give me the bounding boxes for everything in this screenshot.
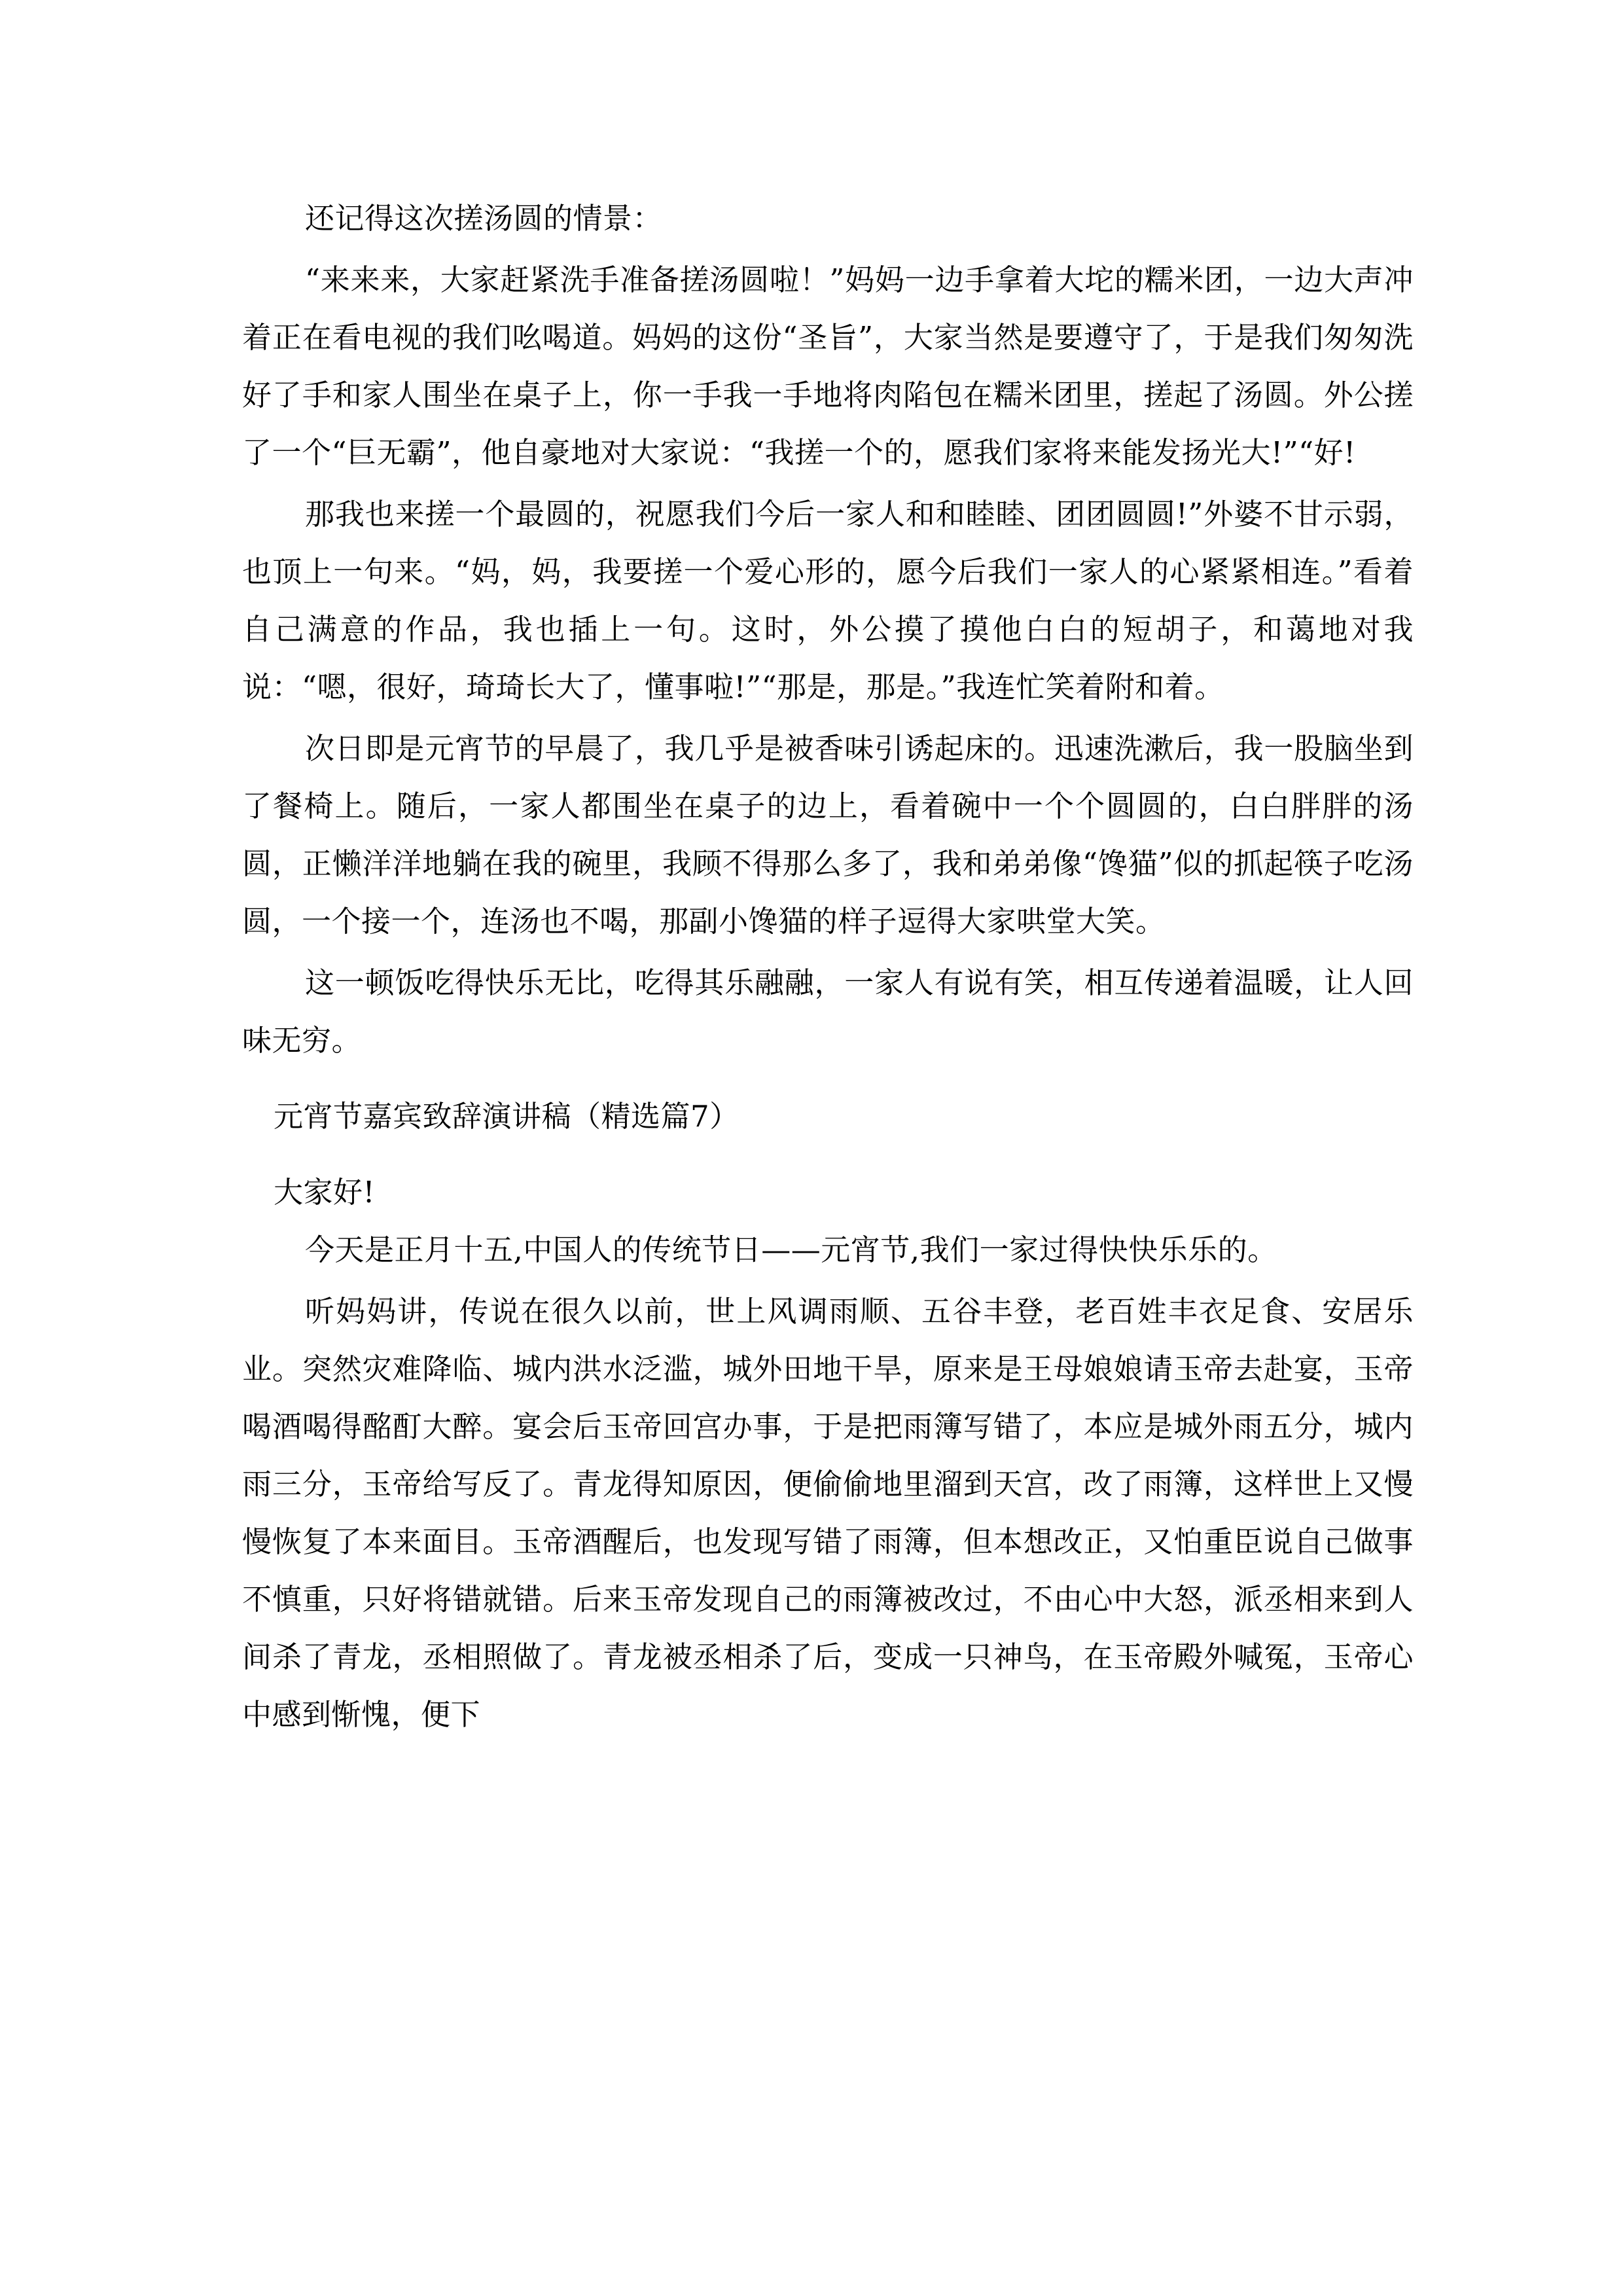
section-heading: 元宵节嘉宾致辞演讲稿（精选篇7） [274, 1099, 740, 1134]
paragraph: 那我也来搓一个最圆的，祝愿我们今后一家人和和睦睦、团团圆圆!”外婆不甘示弱，也顶上一句来。“妈，妈，我要搓一个爱心形的，愿今后我们一家人的心紧紧相连。”看着自己满意的作品，我也插上一句。这时，外公摸了摸他白白的短胡子，和蔼地对我说：“嗯，很好，琦琦长大了，懂事啦!”“那是，那是。”我连忙笑着附和着。 [242, 497, 1414, 704]
document-body [242, 190, 1414, 1744]
paragraph: “来来来，大家赶紧洗手准备搓汤圆啦！”妈妈一边手拿着大坨的糯米团，一边大声冲着正在看电视的我们吆喝道。妈妈的这份“圣旨”，大家当然是要遵守了，于是我们匆匆洗好了手和家人围坐在桌子上，你一手我一手地将肉陷包在糯米团里，搓起了汤圆。外公搓了一个“巨无霸”，他自豪地对大家说：“我搓一个的，愿我们家将来能发扬光大!”“好! [242, 262, 1414, 470]
paragraph: 今天是正月十五,中国人的传统节日——元宵节,我们一家过得快快乐乐的。 [305, 1232, 1277, 1267]
salutation: 大家好! [274, 1175, 376, 1210]
paragraph: 这一顿饭吃得快乐无比，吃得其乐融融，一家人有说有笑，相互传递着温暖，让人回味无穷。 [242, 965, 1414, 1058]
paragraph: 听妈妈讲，传说在很久以前，世上风调雨顺、五谷丰登，老百姓丰衣足食、安居乐业。突然灾难降临、城内洪水泛滥，城外田地干旱，原来是王母娘娘请玉帝去赴宴，玉帝喝酒喝得酩酊大醉。宴会后玉帝回宫办事，于是把雨簿写错了，本应是城外雨五分，城内雨三分，玉帝给写反了。青龙得知原因，便偷偷地里溜到天宫，改了雨簿，这样世上又慢慢恢复了本来面目。玉帝酒醒后，也发现写错了雨簿，但本想改正，又怕重臣说自己做事不慎重，只好将错就错。后来玉帝发现自己的雨簿被改过，不由心中大怒，派丞相来到人间杀了青龙，丞相照做了。青龙被丞相杀了后，变成一只神鸟，在玉帝殿外喊冤，玉帝心中感到惭愧，便下 [242, 1294, 1414, 1732]
paragraph: 还记得这次搓汤圆的情景： [305, 201, 663, 236]
paragraph: 次日即是元宵节的早晨了，我几乎是被香味引诱起床的。迅速洗漱后，我一股脑坐到了餐椅上。随后，一家人都围坐在桌子的边上，看着碗中一个个圆圆的，白白胖胖的汤圆，正懒洋洋地躺在我的碗里，我顾不得那么多了，我和弟弟像“馋猫”似的抓起筷子吃汤圆，一个接一个，连汤也不喝，那副小馋猫的样子逗得大家哄堂大笑。 [242, 731, 1414, 939]
